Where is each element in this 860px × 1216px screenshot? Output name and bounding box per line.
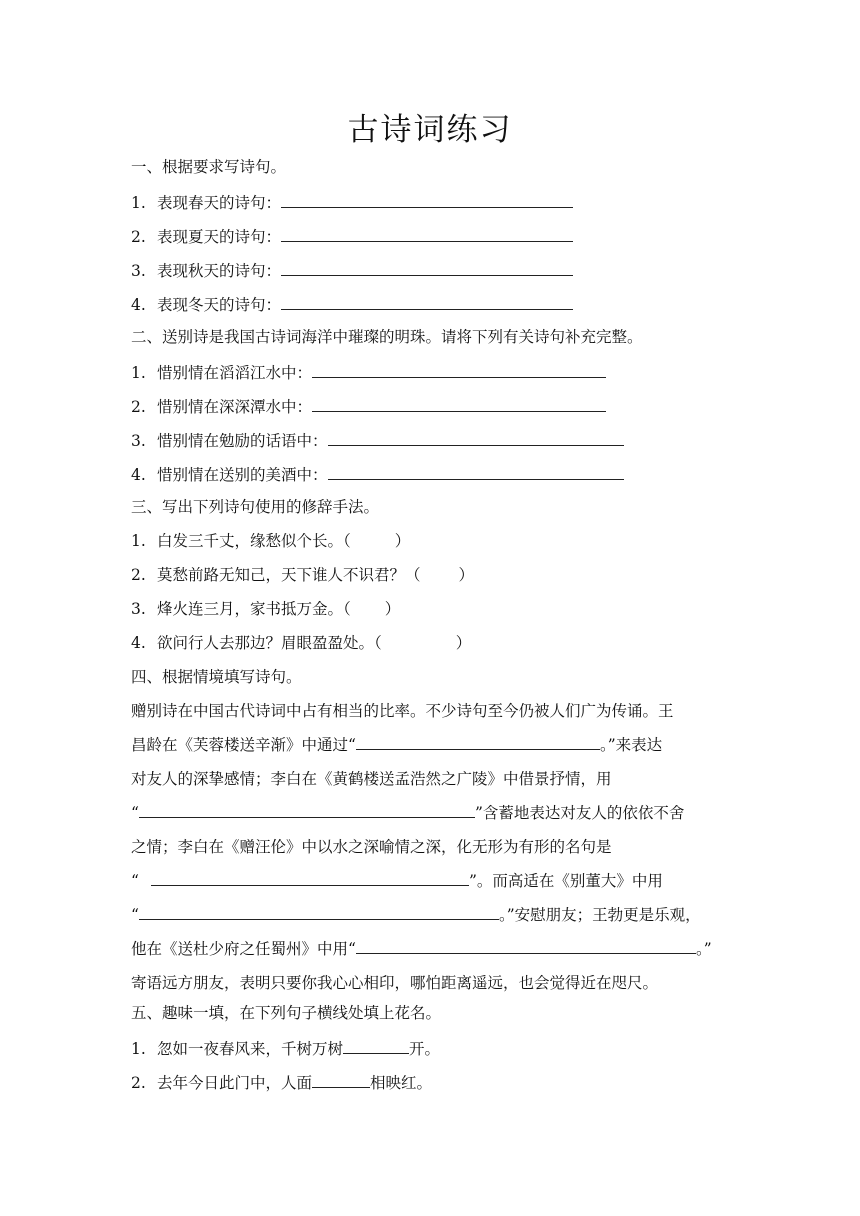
line-text: ”含蓄地表达对友人的依依不舍 [474, 804, 685, 822]
paragraph-line: 之情；李白在《赠汪伦》中以水之深喻情之深，化无形为有形的名句是 [131, 838, 612, 856]
item-number: 4. [131, 466, 146, 484]
section-3-heading: 三、写出下列诗句使用的修辞手法。 [131, 498, 380, 516]
s2-item-4 [131, 461, 624, 485]
answer-blank[interactable] [151, 867, 469, 886]
item-number: 2. [131, 1074, 146, 1092]
section-4-heading: 四、根据情境填写诗句。 [131, 668, 302, 686]
item-number: 3. [131, 432, 146, 450]
s2-item-1 [131, 359, 606, 383]
item-prompt: 去年今日此门中，人面 [157, 1074, 313, 1092]
paragraph-line: 对友人的深挚感情；李白在《黄鹤楼送孟浩然之广陵》中借景抒情，用 [131, 770, 612, 788]
s3-item-2 [131, 563, 474, 587]
item-prompt: 欲问行人去那边？眉眼盈盈处。（ [157, 634, 382, 652]
item-prompt: 表现秋天的诗句： [157, 262, 282, 280]
section-1-heading: 一、根据要求写诗句。 [131, 158, 287, 176]
s3-item-1 [131, 529, 410, 553]
item-prompt: 惜别情在深深潭水中： [157, 398, 313, 416]
section-2-heading: 二、送别诗是我国古诗词海洋中璀璨的明珠。请将下列有关诗句补充完整。 [131, 328, 643, 346]
paragraph-line [131, 864, 731, 898]
answer-blank[interactable] [356, 731, 600, 750]
answer-blank[interactable] [312, 393, 606, 412]
s5-item-2 [131, 1069, 432, 1093]
s1-item-2 [131, 223, 573, 247]
item-prompt: 莫愁前路无知己，天下谁人不识君？（ [157, 566, 421, 584]
item-number: 3. [131, 600, 146, 618]
item-prompt: 惜别情在送别的美酒中： [157, 466, 328, 484]
answer-blank[interactable] [356, 935, 696, 954]
line-text: 。”来表达 [599, 736, 663, 754]
answer-blank[interactable] [139, 901, 499, 920]
s2-item-3 [131, 427, 624, 451]
page-title: 古诗词练习 [347, 112, 513, 148]
item-number: 3. [131, 262, 146, 280]
item-number: 1. [131, 532, 146, 550]
line-text: 昌龄在《芙蓉楼送辛渐》中通过“ [131, 736, 356, 754]
answer-blank[interactable] [281, 257, 573, 276]
item-number: 2. [131, 398, 146, 416]
item-prompt: 惜别情在勉励的话语中： [157, 432, 328, 450]
s5-item-1 [131, 1035, 440, 1059]
close-paren: ） [455, 634, 472, 652]
paragraph-line: 赠别诗在中国古代诗词中占有相当的比率。不少诗句至今仍被人们广为传诵。王 [131, 702, 674, 720]
answer-blank[interactable] [343, 1035, 409, 1054]
answer-blank[interactable] [328, 427, 624, 446]
section-4-paragraph [131, 694, 731, 1000]
item-prompt: 忽如一夜春风来，千树万树 [157, 1040, 344, 1058]
line-text: “ [131, 804, 139, 822]
line-text: “ [131, 906, 139, 924]
item-number: 1. [131, 194, 146, 212]
line-text: 。” [695, 940, 712, 958]
answer-blank[interactable] [312, 1069, 370, 1088]
item-number: 1. [131, 1040, 146, 1058]
answer-blank[interactable] [328, 461, 624, 480]
s2-item-2 [131, 393, 606, 417]
section-5-heading: 五、趣味一填，在下列句子横线处填上花名。 [131, 1004, 442, 1022]
item-number: 4. [131, 296, 146, 314]
answer-blank[interactable] [139, 799, 475, 818]
item-number: 1. [131, 364, 146, 382]
item-number: 2. [131, 566, 146, 584]
item-number: 4. [131, 634, 146, 652]
paragraph-line: 寄语远方朋友，表明只要你我心心相印，哪怕距离遥远，也会觉得近在咫尺。 [131, 974, 659, 992]
paragraph-line [131, 796, 731, 830]
s1-item-1 [131, 189, 573, 213]
item-prompt: 表现夏天的诗句： [157, 228, 282, 246]
s3-item-3 [131, 597, 400, 621]
close-paren: ） [458, 566, 475, 584]
line-text: 他在《送杜少府之任蜀州》中用“ [131, 940, 356, 958]
answer-blank[interactable] [281, 189, 573, 208]
paragraph-line [131, 898, 731, 932]
item-prompt: 惜别情在滔滔江水中： [157, 364, 313, 382]
line-text: ”。而高适在《别董大》中用 [468, 872, 663, 890]
close-paren: ） [394, 532, 411, 550]
item-suffix: 相映红。 [370, 1074, 433, 1092]
item-prompt: 表现春天的诗句： [157, 194, 282, 212]
s3-item-4 [131, 631, 471, 655]
paragraph-line [131, 932, 731, 966]
s1-item-3 [131, 257, 573, 281]
item-prompt: 表现冬天的诗句： [157, 296, 282, 314]
item-prompt: 烽火连三月，家书抵万金。（ [157, 600, 351, 618]
paragraph-line [131, 728, 731, 762]
item-prompt: 白发三千丈，缘愁似个长。（ [157, 532, 351, 550]
s1-item-4 [131, 291, 573, 315]
close-paren: ） [384, 600, 401, 618]
answer-blank[interactable] [281, 223, 573, 242]
item-suffix: 开。 [409, 1040, 441, 1058]
answer-blank[interactable] [312, 359, 606, 378]
item-number: 2. [131, 228, 146, 246]
answer-blank[interactable] [281, 291, 573, 310]
line-text: 。”安慰朋友；王勃更是乐观， [498, 906, 701, 924]
line-text: “ [131, 872, 139, 890]
